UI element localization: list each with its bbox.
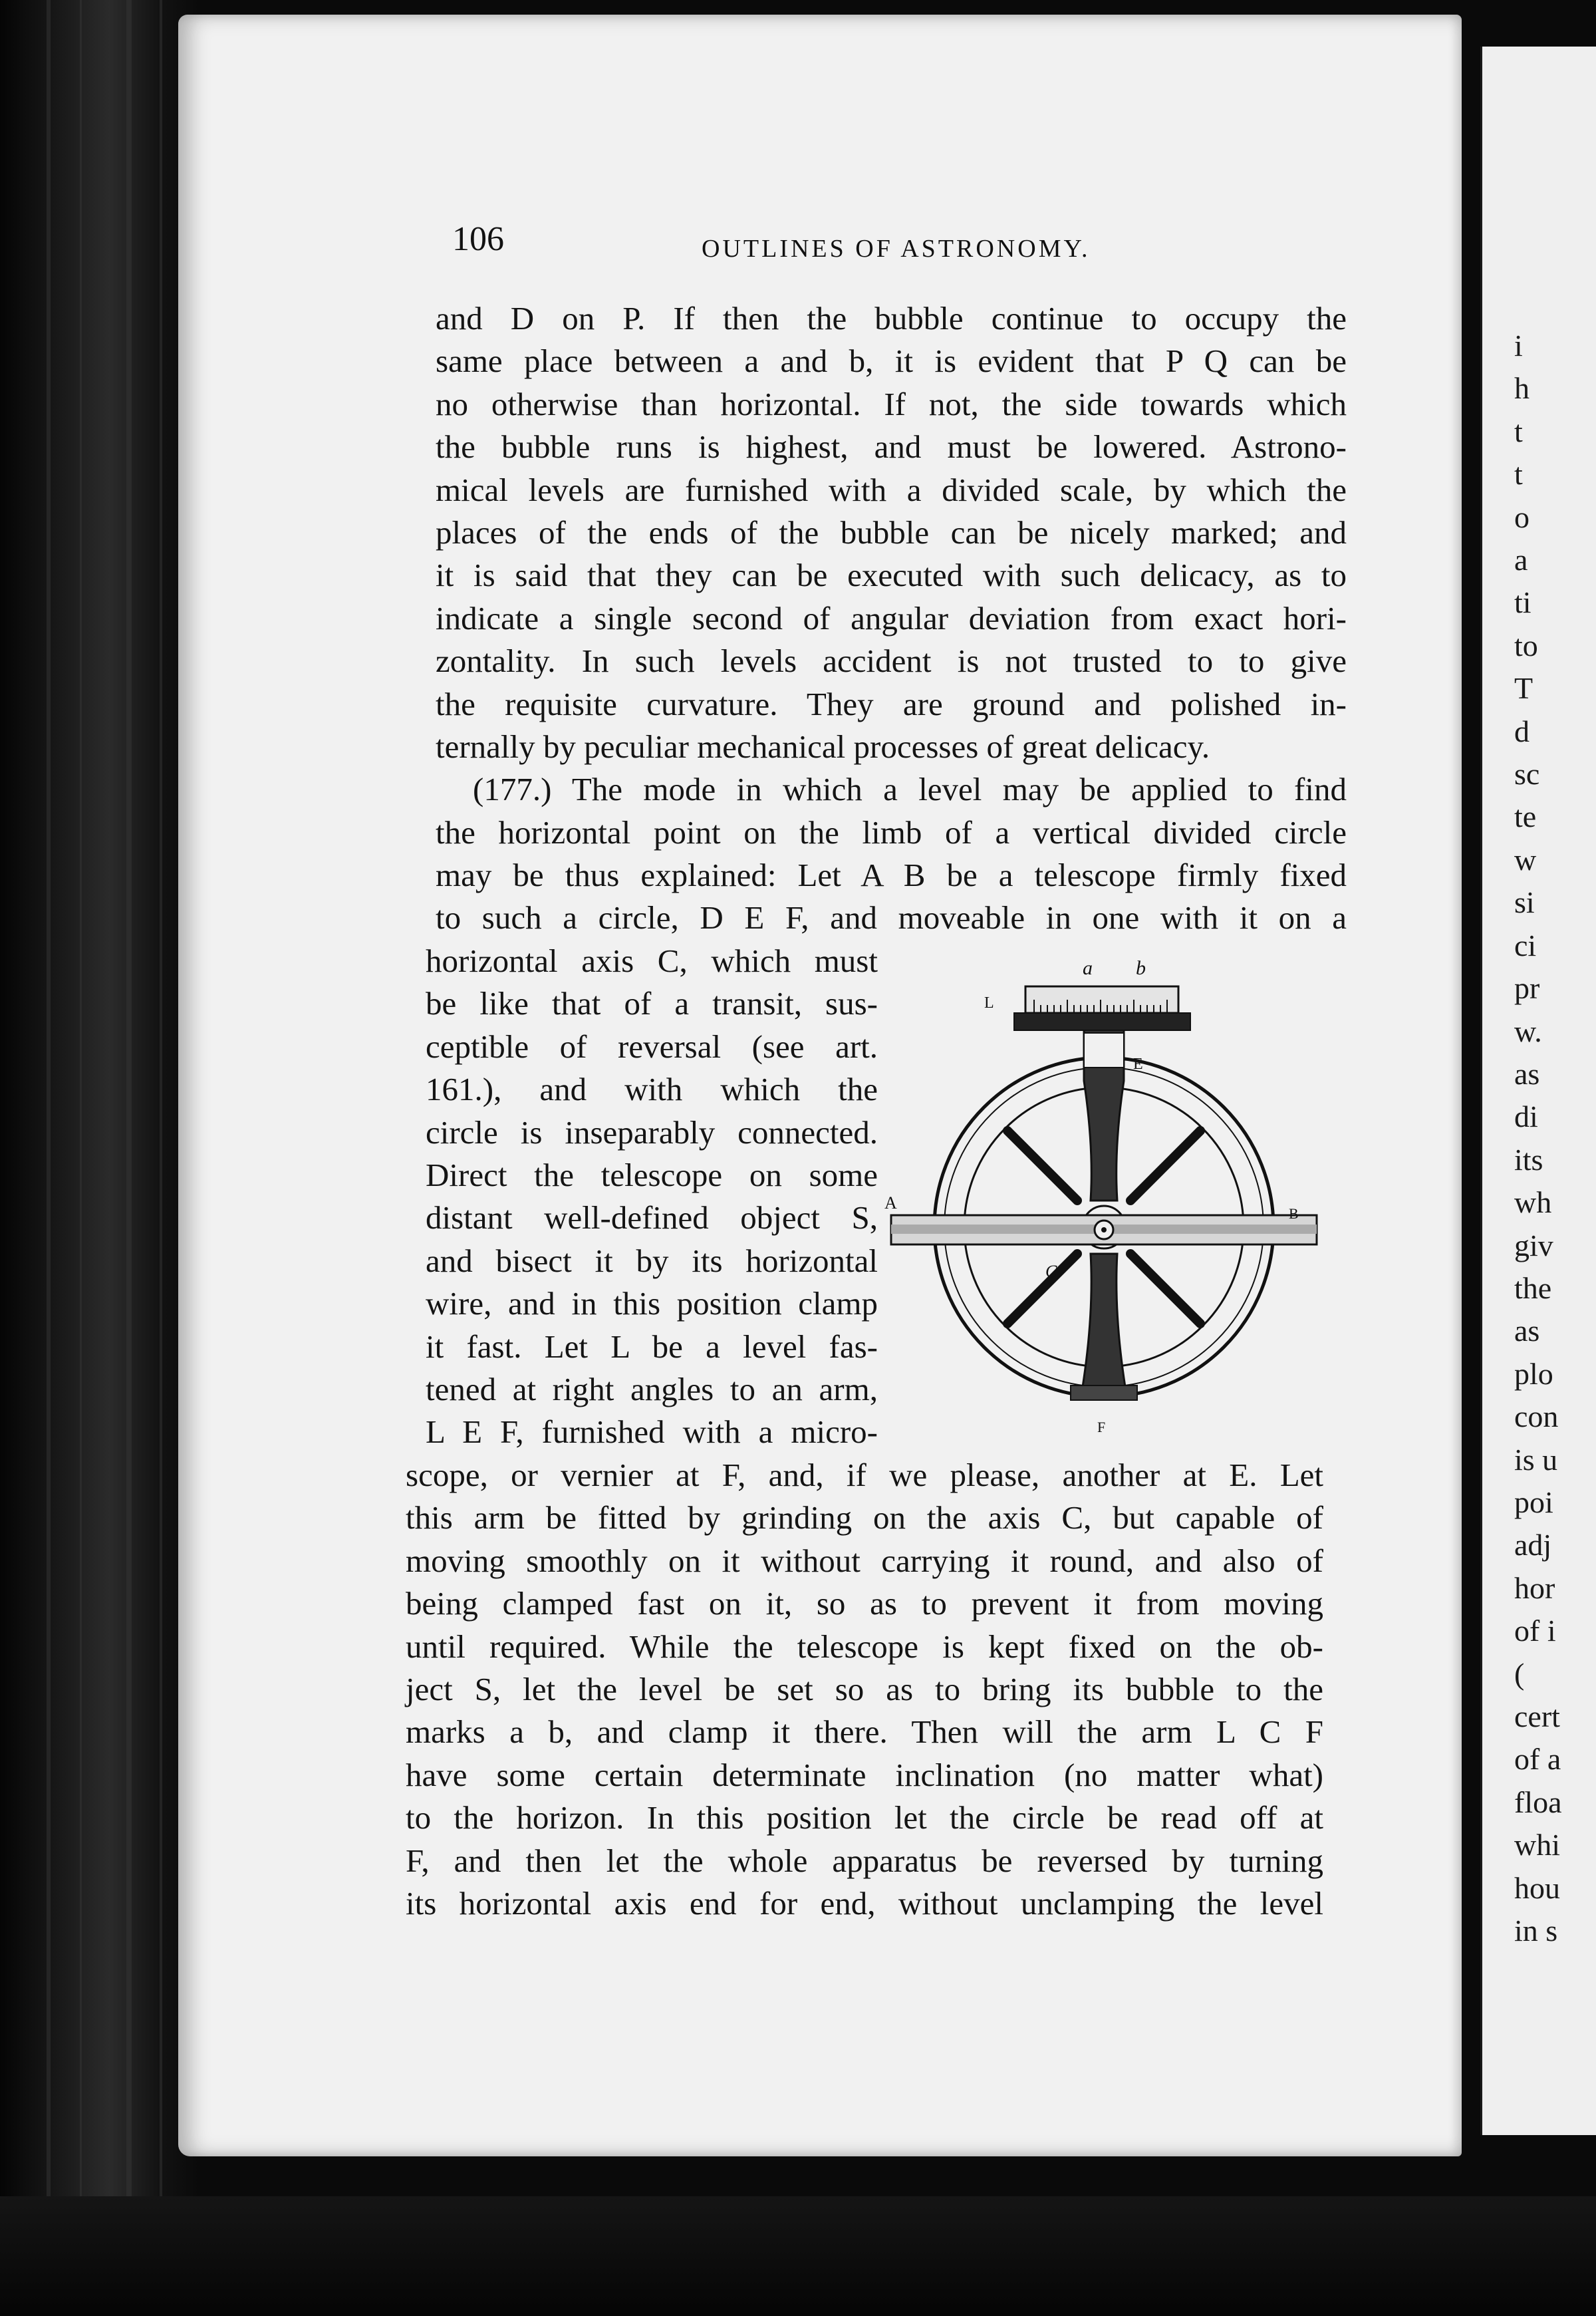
- label-E: E: [1133, 1056, 1143, 1073]
- label-a: a: [1083, 957, 1093, 979]
- text-line: tened at right angles to an arm,: [426, 1370, 878, 1407]
- adjacent-text-fragment: floa: [1514, 1785, 1562, 1819]
- text-line: the requisite curvature. They are ground and polished in-: [436, 685, 1347, 722]
- label-B: B: [1289, 1205, 1299, 1222]
- label-F: F: [1097, 1419, 1106, 1435]
- text-line: and D on P. If then the bubble continue to occupy the: [436, 300, 1347, 337]
- text-line: wire, and in this position clamp: [426, 1285, 878, 1322]
- adjacent-text-fragment: a: [1514, 543, 1528, 577]
- adjacent-text-fragment: d: [1514, 714, 1530, 748]
- text-line: ject S, let the level be set so as to bring its bubble to the: [406, 1670, 1323, 1707]
- adjacent-text-fragment: w.: [1514, 1014, 1542, 1048]
- adjacent-text-fragment: in s: [1514, 1914, 1558, 1948]
- adjacent-text-fragment: o: [1514, 500, 1530, 534]
- adjacent-page-text: [1482, 47, 1596, 1952]
- text-line: L E F, furnished with a micro-: [426, 1413, 878, 1451]
- adjacent-text-fragment: its: [1514, 1142, 1543, 1177]
- adjacent-page: [1480, 47, 1596, 2135]
- adjacent-text-fragment: t: [1514, 457, 1523, 492]
- adjacent-text-fragment: wh: [1514, 1185, 1552, 1220]
- adjacent-text-fragment: as: [1514, 1056, 1540, 1091]
- adjacent-text-fragment: si: [1514, 885, 1535, 920]
- text-line: and bisect it by its horizontal: [426, 1242, 878, 1279]
- text-line: to the horizon. In this position let the circle be read off at: [406, 1799, 1323, 1836]
- text-line: this arm be fitted by grinding on the axis C, but capable of: [406, 1499, 1323, 1536]
- divided-circle-diagram: [884, 928, 1323, 1460]
- text-line: places of the ends of the bubble can be nicely marked; and: [436, 513, 1347, 551]
- text-line: indicate a single second of angular deviation from exact hori-: [436, 599, 1347, 637]
- text-line: be like that of a transit, sus-: [426, 985, 878, 1022]
- text-line: scope, or vernier at F, and, if we please, another at E. Let: [406, 1457, 1323, 1493]
- text-line: F, and then let the whole apparatus be reversed by turning: [406, 1842, 1323, 1879]
- text-line: same place between a and b, it is evident that P Q can be: [436, 343, 1347, 380]
- text-line: being clamped fast on it, so as to prevent it from moving: [406, 1585, 1323, 1622]
- adjacent-text-fragment: ti: [1514, 585, 1531, 620]
- text-line: the bubble runs is highest, and must be lowered. Astrono-: [436, 428, 1347, 466]
- label-b: b: [1136, 957, 1146, 979]
- adjacent-text-fragment: h: [1514, 371, 1530, 406]
- adjacent-text-fragment: of a: [1514, 1742, 1561, 1777]
- running-title: OUTLINES OF ASTRONOMY.: [702, 235, 1091, 263]
- adjacent-text-fragment: of i: [1514, 1614, 1556, 1648]
- adjacent-text-fragment: con: [1514, 1399, 1559, 1434]
- text-line: ternally by peculiar mechanical processes of great delicacy.: [436, 728, 1210, 765]
- text-line: to such a circle, D E F, and moveable in one with it on a: [436, 899, 1347, 937]
- text-line: its horizontal axis end for end, without unclamping the level: [406, 1884, 1323, 1922]
- adjacent-text-fragment: giv: [1514, 1228, 1553, 1262]
- text-line: mical levels are furnished with a divided scale, by which the: [436, 471, 1347, 508]
- adjacent-text-fragment: t: [1514, 414, 1523, 448]
- adjacent-text-fragment: ci: [1514, 928, 1537, 962]
- text-line: marks a b, and clamp it there. Then will the arm L C F: [406, 1713, 1323, 1751]
- adjacent-text-fragment: cert: [1514, 1699, 1560, 1733]
- adjacent-text-fragment: sc: [1514, 757, 1540, 792]
- adjacent-text-fragment: (: [1514, 1656, 1525, 1691]
- adjacent-text-fragment: poi: [1514, 1485, 1553, 1519]
- adjacent-text-fragment: te: [1514, 799, 1537, 834]
- level-circle-figure: [884, 928, 1323, 1460]
- text-line: (177.) The mode in which a level may be applied to find: [473, 771, 1347, 808]
- adjacent-text-fragment: the: [1514, 1270, 1552, 1305]
- adjacent-text-fragment: di: [1514, 1099, 1538, 1134]
- text-line: 161.), and with which the: [426, 1071, 878, 1108]
- label-L: L: [984, 994, 994, 1012]
- page-number: 106: [452, 220, 504, 258]
- adjacent-text-fragment: i: [1514, 329, 1523, 362]
- adjacent-text-fragment: hor: [1514, 1570, 1555, 1605]
- label-A: A: [884, 1193, 897, 1213]
- adjacent-text-fragment: T: [1514, 671, 1533, 706]
- adjacent-text-fragment: adj: [1514, 1528, 1552, 1562]
- adjacent-text-fragment: whi: [1514, 1828, 1560, 1862]
- scan-bottom-edge: [0, 2196, 1596, 2316]
- book-spine: [0, 0, 200, 2316]
- adjacent-text-fragment: pr: [1514, 971, 1540, 1006]
- text-line: it is said that they can be executed with such delicacy, as to: [436, 557, 1347, 594]
- text-line: may be thus explained: Let A B be a telescope firmly fixed: [436, 857, 1347, 894]
- adjacent-text-fragment: plo: [1514, 1356, 1553, 1391]
- text-line: the horizontal point on the limb of a vertical divided circle: [436, 813, 1347, 851]
- text-line: have some certain determinate inclination (no matter what): [406, 1756, 1323, 1793]
- adjacent-text-fragment: is u: [1514, 1442, 1558, 1477]
- text-line: horizontal axis C, which must: [426, 942, 878, 979]
- adjacent-text-fragment: hou: [1514, 1870, 1560, 1905]
- label-C: C: [1045, 1262, 1057, 1281]
- text-line: zontality. In such levels accident is not trusted to to give: [436, 643, 1347, 680]
- text-line: Direct the telescope on some: [426, 1156, 878, 1193]
- text-line: no otherwise than horizontal. If not, the side towards which: [436, 385, 1347, 422]
- adjacent-text-fragment: as: [1514, 1314, 1540, 1348]
- body-text-wrapped: [426, 940, 878, 1454]
- text-line: ceptible of reversal (see art.: [426, 1028, 878, 1065]
- page-header: [452, 219, 1423, 273]
- body-text-bottom: [406, 1454, 1323, 1925]
- body-text-top: [436, 297, 1347, 940]
- text-line: circle is inseparably connected.: [426, 1113, 878, 1151]
- adjacent-text-fragment: to: [1514, 628, 1538, 662]
- text-line: distant well-defined object S,: [426, 1199, 878, 1236]
- text-line: it fast. Let L be a level fas-: [426, 1328, 878, 1365]
- adjacent-text-fragment: w: [1514, 842, 1537, 877]
- text-line: moving smoothly on it without carrying it round, and also of: [406, 1542, 1323, 1579]
- text-line: until required. While the telescope is kept fixed on the ob-: [406, 1628, 1323, 1665]
